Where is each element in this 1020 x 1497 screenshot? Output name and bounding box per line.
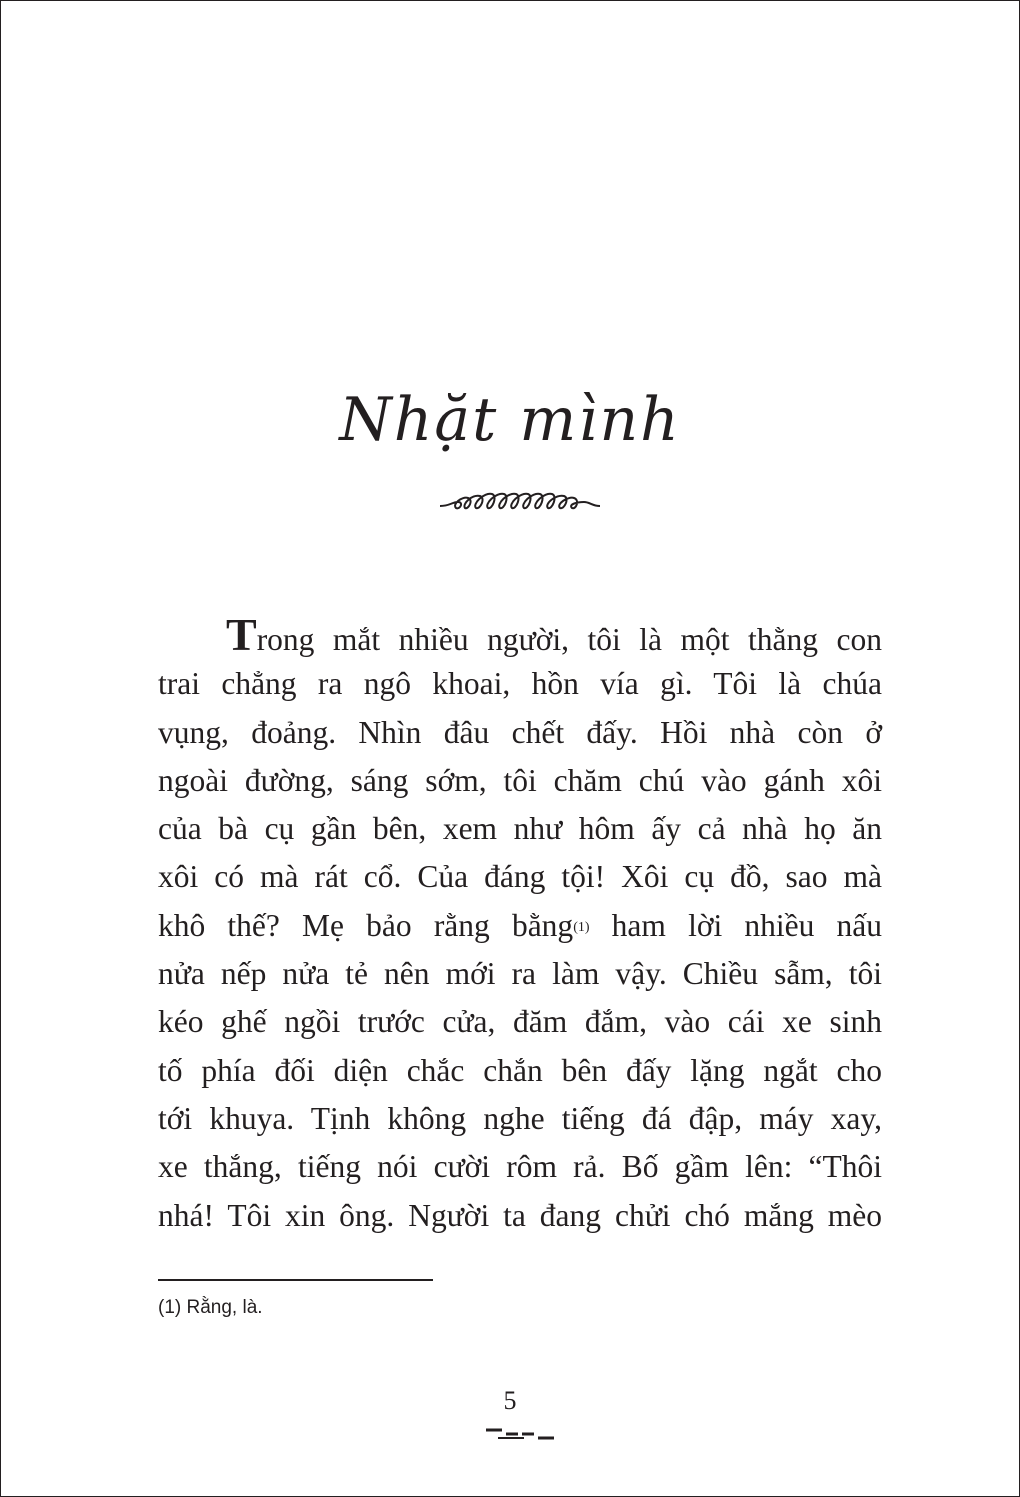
text-line: tới khuya. Tịnh không nghe tiếng đá đập, máy xay, (158, 1100, 882, 1136)
footnote: (1) Rằng, là. (158, 1297, 263, 1318)
page-number-dashes-icon (484, 1426, 556, 1442)
footnote-divider (158, 1279, 433, 1281)
text-line: xe thắng, tiếng nói cười rôm rả. Bố gầm lên: “Thôi (158, 1149, 882, 1185)
text-line: nhá! Tôi xin ông. Người ta đang chửi chó mắng mèo (158, 1197, 882, 1233)
text-line: xôi có mà rát cổ. Của đáng tội! Xôi cụ đồ, sao mà (158, 859, 882, 895)
text-line: nửa nếp nửa tẻ nên mới ra làm vậy. Chiều sẫm, tôi (158, 956, 882, 992)
text-line: trai chẳng ra ngô khoai, hồn vía gì. Tôi là chúa (158, 666, 882, 702)
text-line: tố phía đối diện chắc chắn bên đấy lặng ngắt cho (158, 1052, 882, 1088)
curl-ornament-icon (438, 480, 602, 520)
text-line: kéo ghế ngồi trước cửa, đăm đắm, vào cái xe sinh (158, 1004, 882, 1040)
chapter-title: Nhặt mình (339, 385, 681, 455)
text-line: ngoài đường, sáng sớm, tôi chăm chú vào gánh xôi (158, 762, 882, 798)
footnote-marker: (1) (573, 919, 590, 935)
text-line: vụng, đoảng. Nhìn đâu chết đấy. Hồi nhà còn ở (158, 714, 882, 750)
text-line: của bà cụ gần bên, xem như hôm ấy cả nhà họ ăn (158, 811, 882, 847)
text-line: Trong mắt nhiều người, tôi là một thằng con (226, 609, 882, 660)
page-number: 5 (503, 1386, 517, 1415)
text-line-with-footnote: khô thế? Mẹ bảo rằng bằng$^{(1)}$ ham lời nhiều nấu (158, 907, 883, 943)
drop-cap: T (226, 609, 257, 660)
body-paragraph (158, 609, 883, 1240)
